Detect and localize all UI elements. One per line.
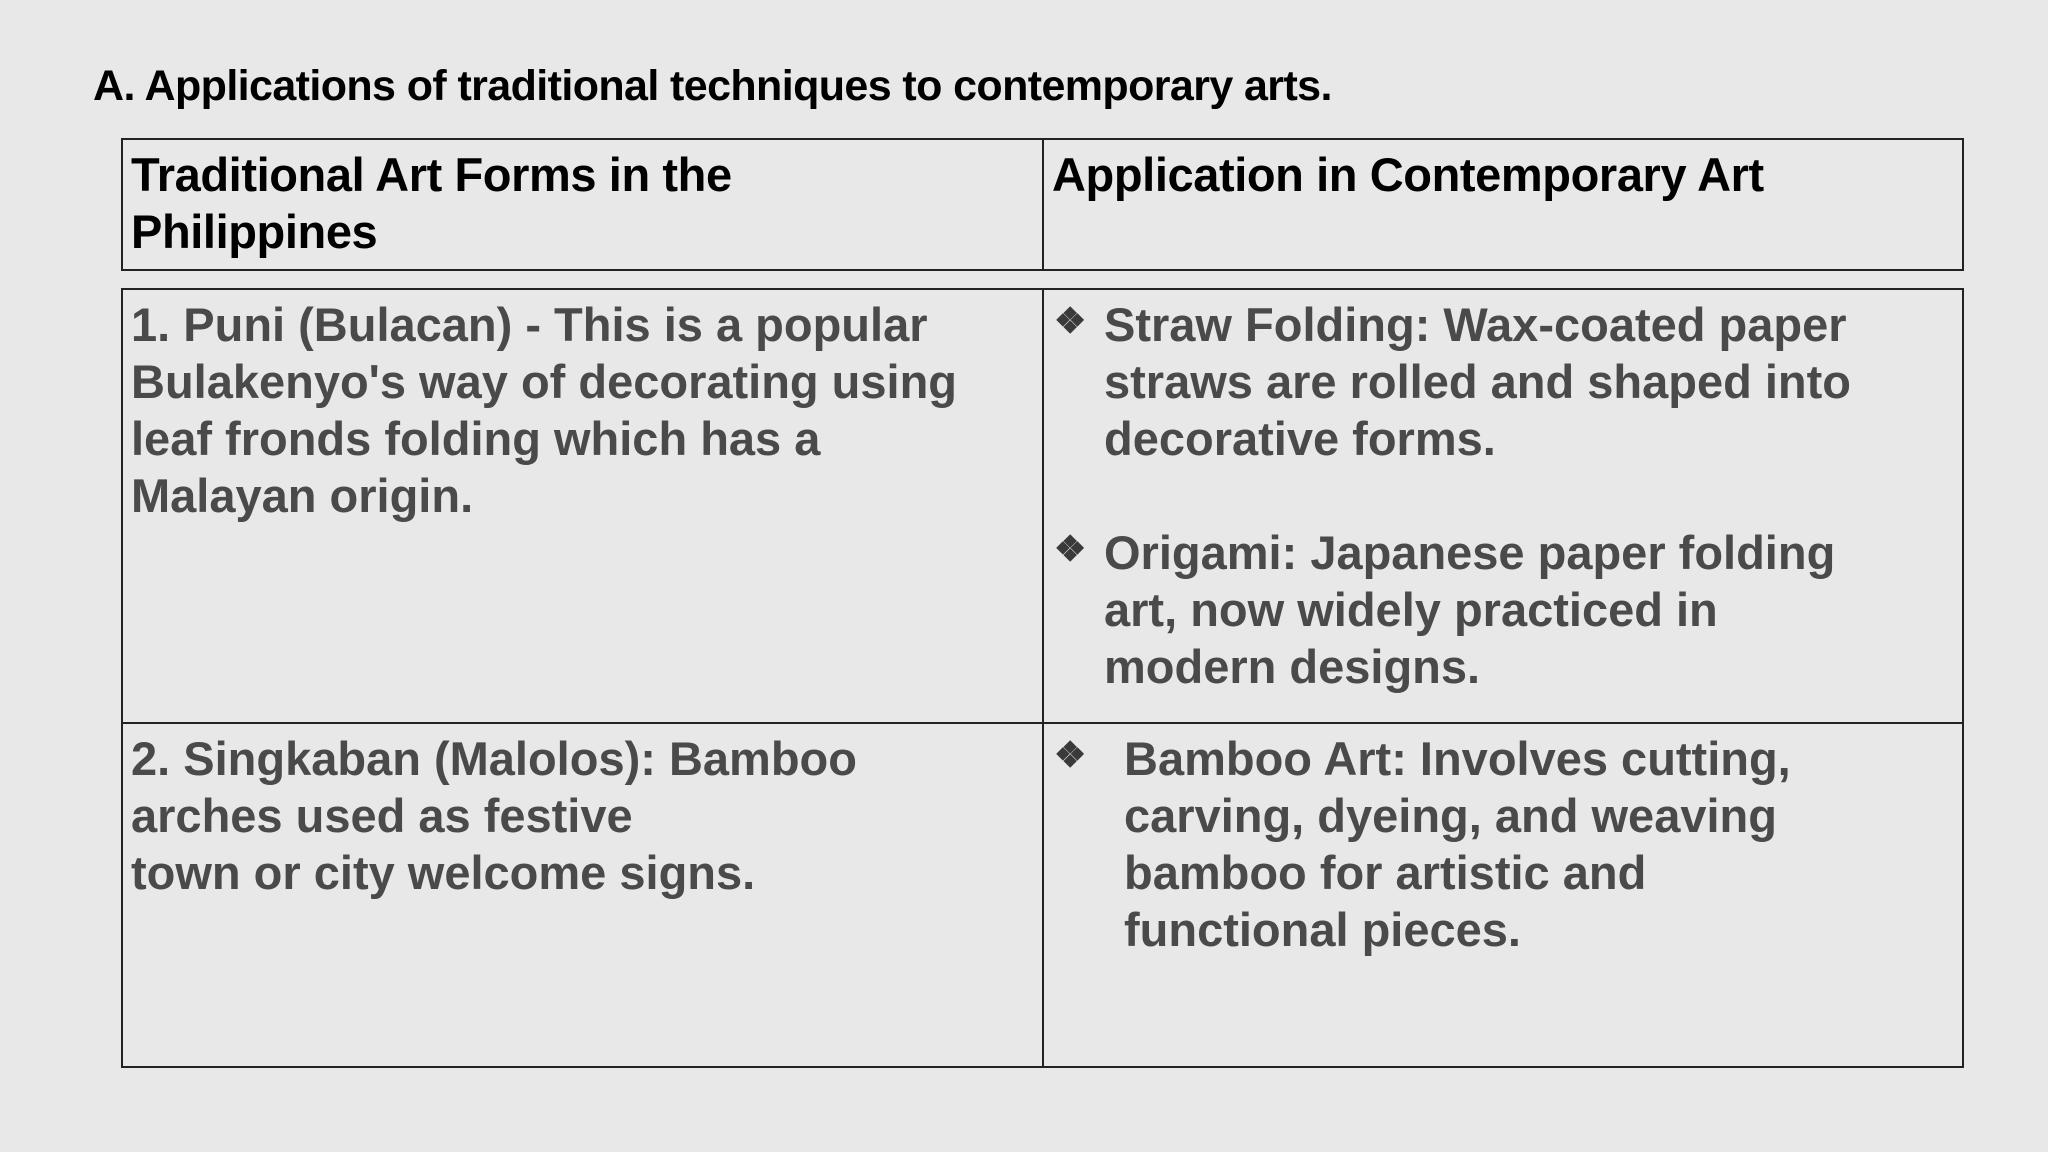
header-traditional-art-forms: Traditional Art Forms in the Philippines (123, 140, 1044, 269)
traditional-art-puni: 1. Puni (Bulacan) - This is a popular Bulakenyo's way of decorating using leaf fronds folding which has a Malayan origin. (123, 290, 1044, 722)
four-diamond-icon: ❖ (1054, 300, 1087, 341)
bullet-text-origami: Origami: Japanese paper folding art, now widely practiced in modern designs. (1104, 526, 1836, 693)
header-contemporary-application: Application in Contemporary Art (1052, 148, 1764, 201)
bullet-text-straw-folding: Straw Folding: Wax-coated paper straws are rolled and shaped into decorative forms. (1104, 298, 1851, 465)
four-diamond-icon: ❖ (1054, 734, 1087, 775)
contemporary-application-cell (1044, 724, 1962, 1066)
list-item (1054, 730, 1962, 958)
list-item (1054, 524, 1962, 695)
bullet-text-bamboo-art: Bamboo Art: Involves cutting, carving, dyeing, and weaving bamboo for artistic and functional pieces. (1124, 732, 1791, 956)
table-header (121, 138, 1964, 271)
contemporary-application-cell (1044, 290, 1962, 722)
traditional-art-singkaban: 2. Singkaban (Malolos): Bamboo arches used as festive town or city welcome signs. (123, 724, 1044, 1066)
table-row (123, 290, 1962, 724)
page-title: A. Applications of traditional techniques to contemporary arts. (93, 62, 1332, 110)
table-row (123, 724, 1962, 1066)
table-body (121, 288, 1964, 1068)
list-item (1054, 296, 1962, 467)
four-diamond-icon: ❖ (1054, 528, 1087, 569)
